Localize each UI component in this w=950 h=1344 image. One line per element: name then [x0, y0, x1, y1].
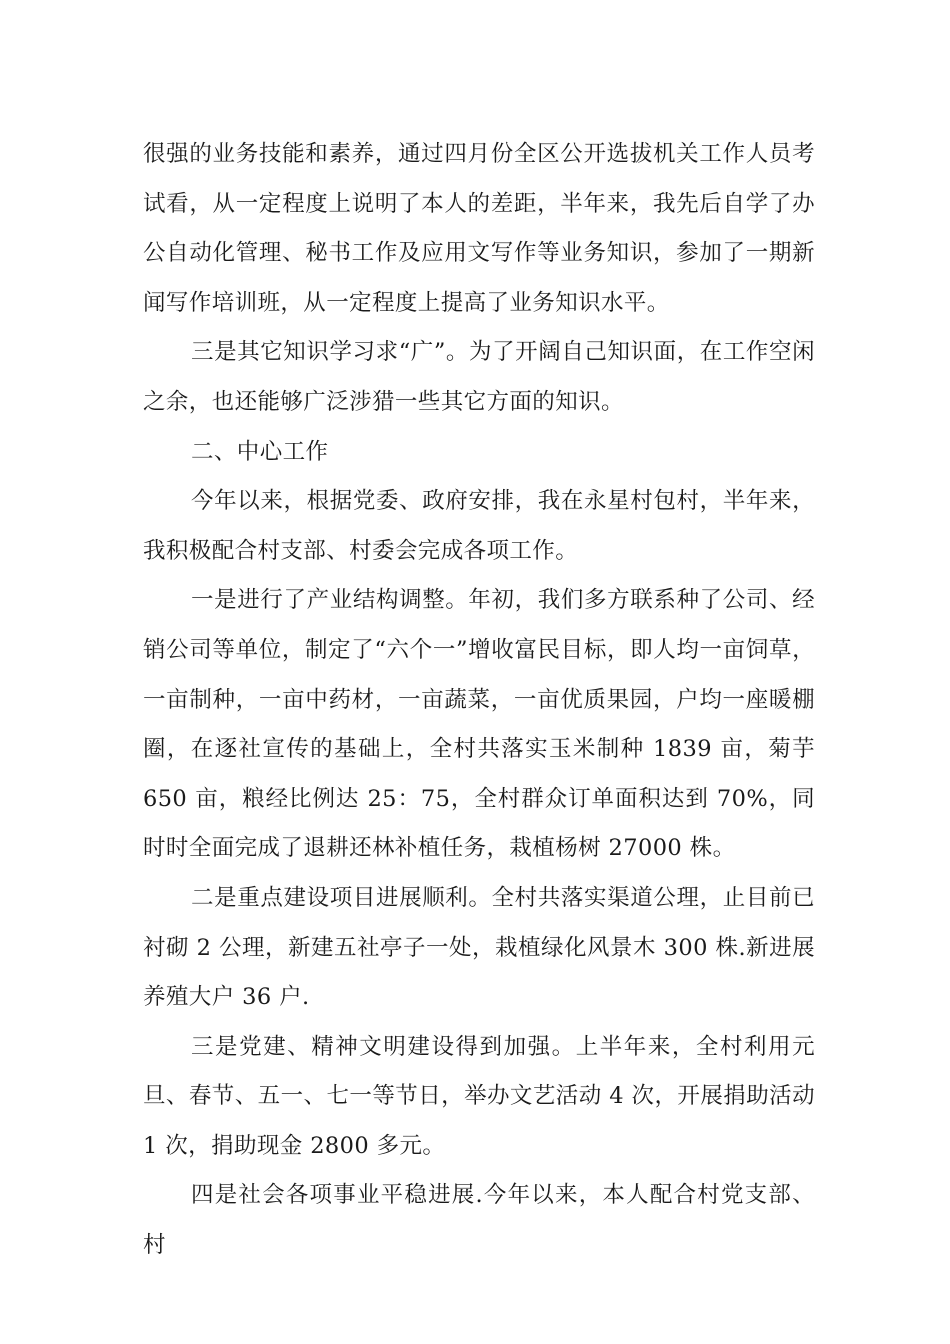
paragraph-party-building: 三是党建、精神文明建设得到加强。上半年来，全村利用元旦、春节、五一、七一等节日，举办文艺活动 4 次，开展捐助活动 1 次，捐助现金 2800 多元。 — [143, 1033, 815, 1159]
paragraph-other-knowledge: 三是其它知识学习求“广”。为了开阔自己知识面，在工作空闲之余，也还能够广泛涉猎一些其它方面的知识。 — [143, 339, 815, 415]
document-body — [143, 130, 815, 1271]
section-heading-central-work: 二、中心工作 — [191, 438, 329, 465]
paragraph-industry-restructuring: 一是进行了产业结构调整。年初，我们多方联系种了公司、经销公司等单位，制定了“六个一”增收富民目标，即人均一亩饲草，一亩制种，一亩中药材，一亩蔬菜，一亩优质果园，户均一座暖棚圈，在逐社宣传的基础上，全村共落实玉米制种 1839 亩，菊芋 650 亩，粮经比例达 25：75，全村群众订单面积达到 70%，同时时全面完成了退耕还林补植任务，栽植杨树 27000 株。 — [143, 587, 815, 862]
paragraph-key-projects: 二是重点建设项目进展顺利。全村共落实渠道公理，止目前已衬砌 2 公理，新建五社亭子一处，栽植绿化风景木 300 株.新进展养殖大户 36 户. — [143, 884, 815, 1011]
paragraph-village-work: 今年以来，根据党委、政府安排，我在永星村包村，半年来，我积极配合村支部、村委会完成各项工作。 — [143, 488, 815, 564]
paragraph-skills: 很强的业务技能和素养，通过四月份全区公开选拔机关工作人员考试看，从一定程度上说明了本人的差距，半年来，我先后自学了办公自动化管理、秘书工作及应用文写作等业务知识，参加了一期新闻写作培训班，从一定程度上提高了业务知识水平。 — [143, 141, 815, 316]
paragraph-social-affairs: 四是社会各项事业平稳进展.今年以来，本人配合村党支部、村 — [143, 1182, 815, 1259]
